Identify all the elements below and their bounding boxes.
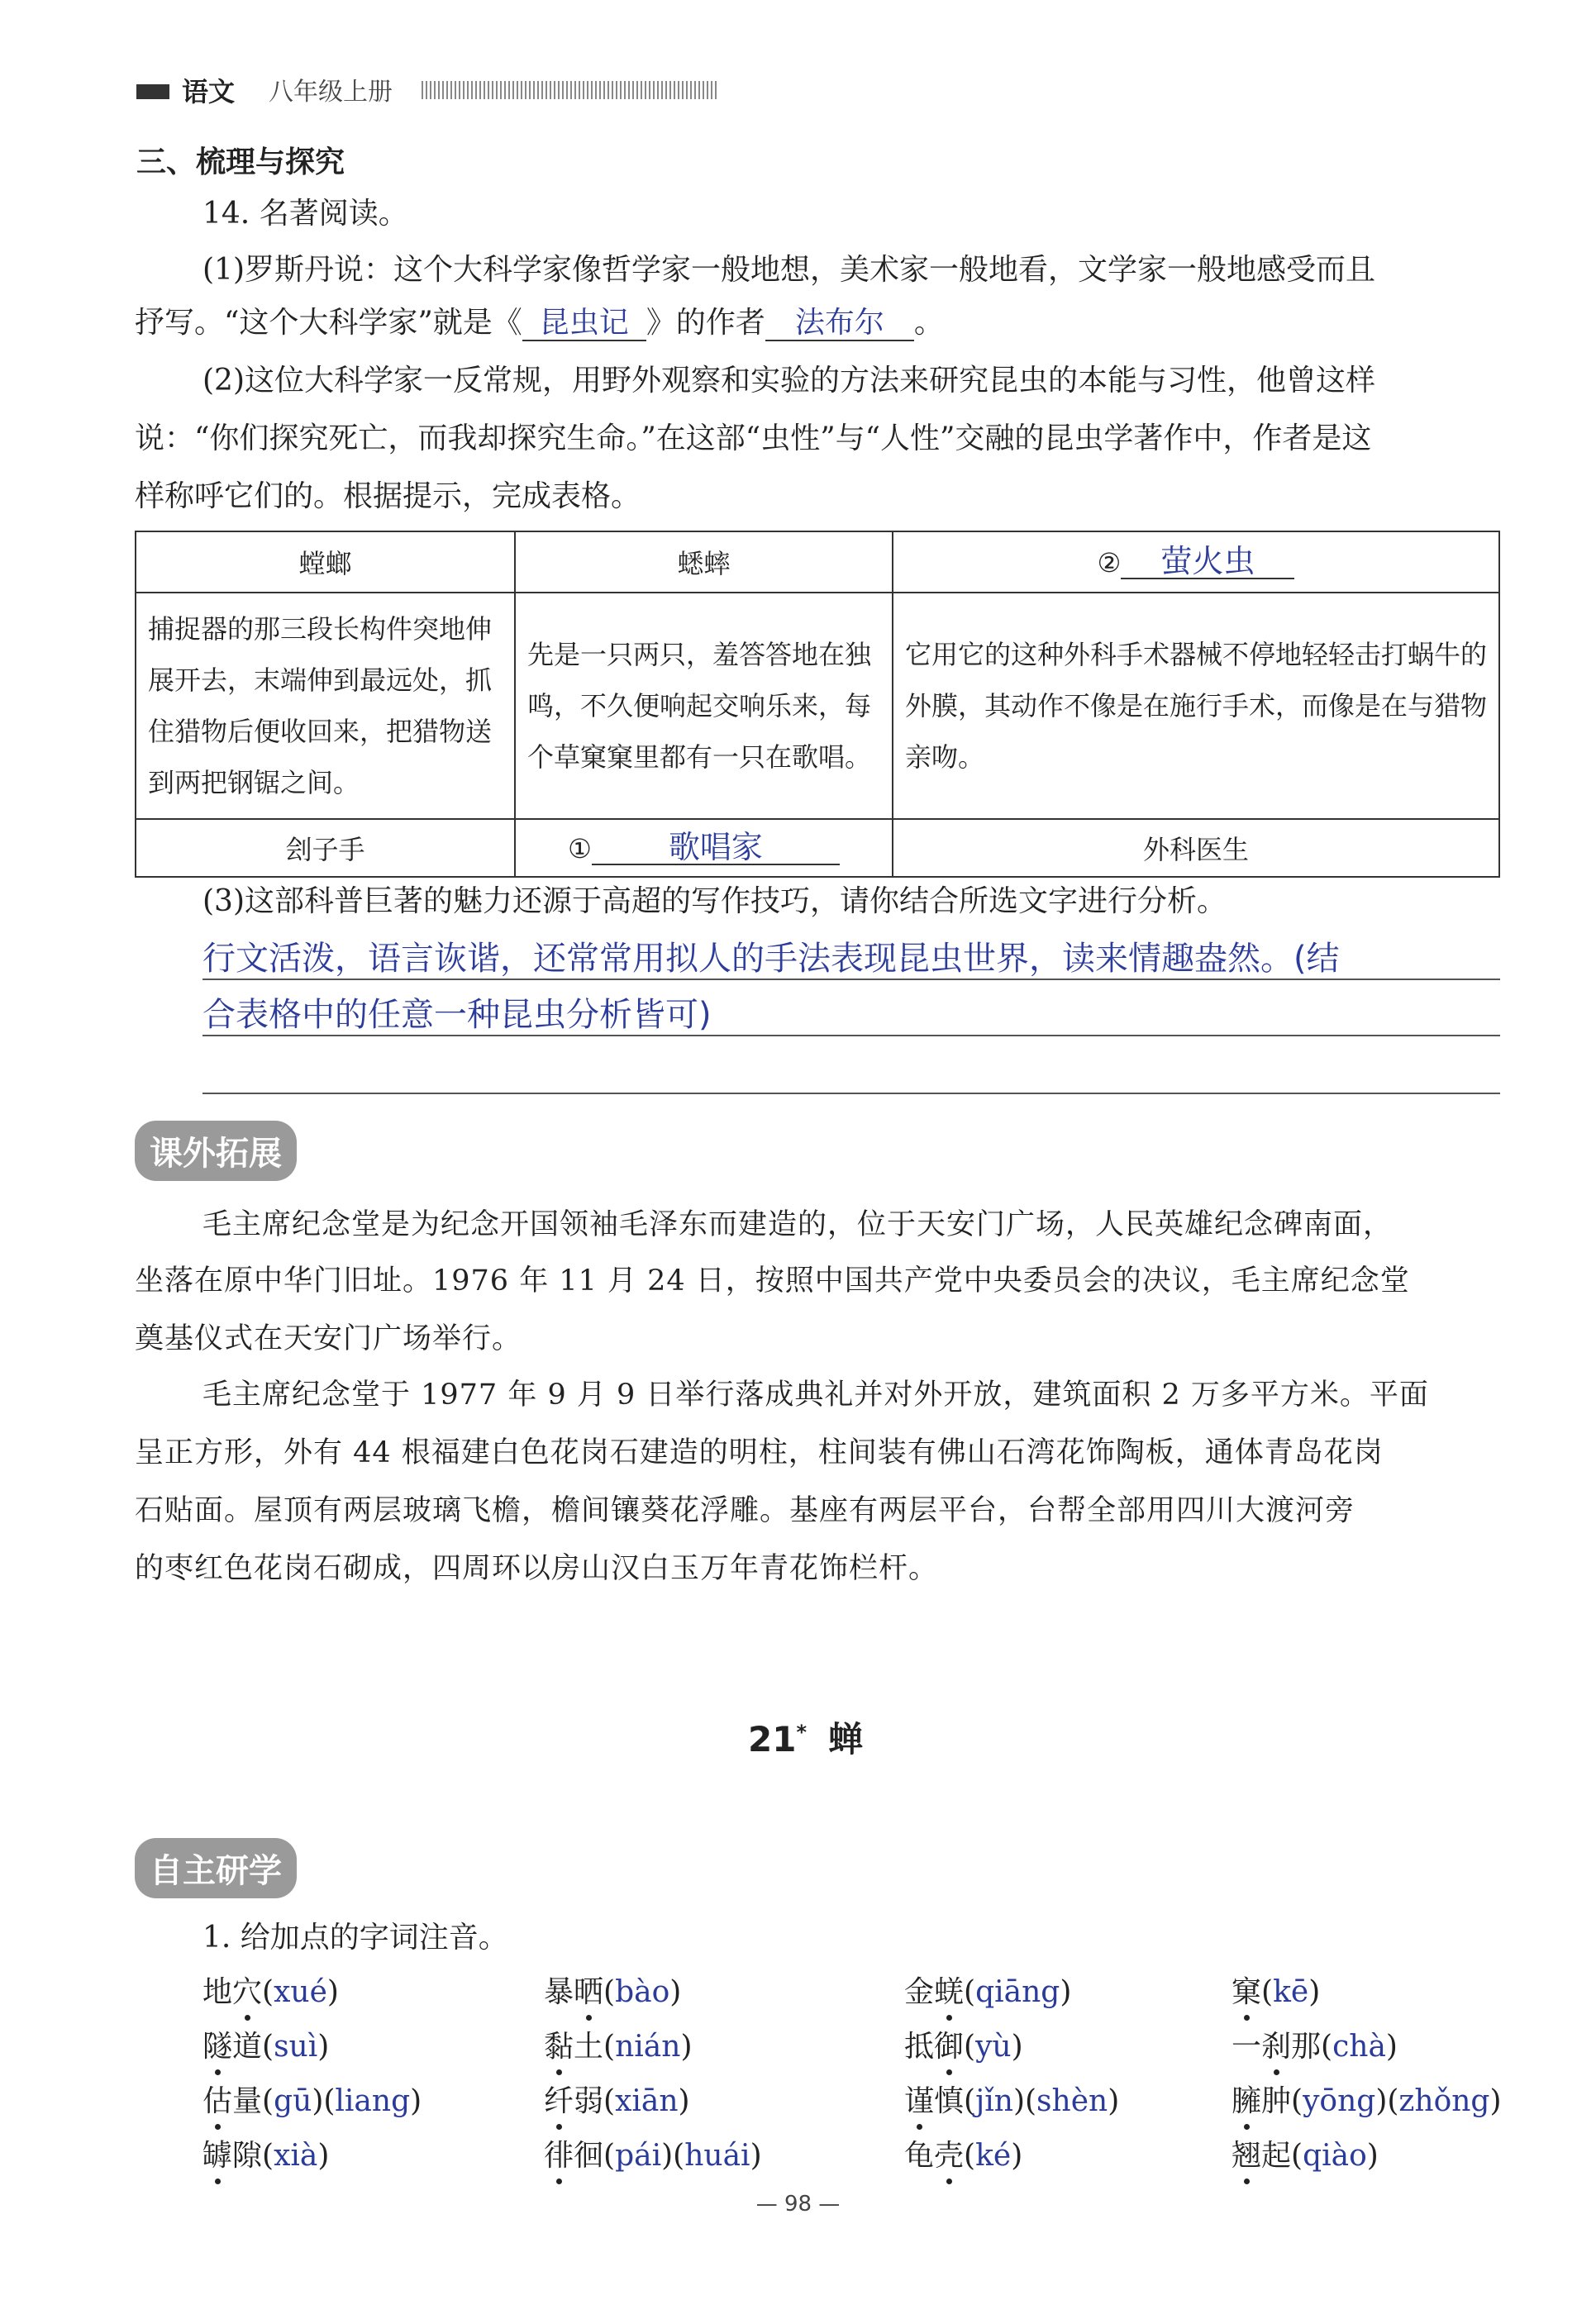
extension-p2-line3: 石贴面。屋顶有两层玻璃飞檐，檐间镶葵花浮雕。基座有两层平台，台帮全部用四川大渡河旁 [135,1494,1355,1527]
pinyin-word-pre: 一 [1232,2030,1262,2064]
paren-open: ( [964,2084,976,2118]
q1-title: 1. 给加点的字词注音。 [202,1921,508,1955]
extension-p2-line4: 的枣红色花岗石砌成，四周环以房山汉白玉万年青花饰栏杆。 [135,1552,939,1585]
table-header-mantis: 螳螂 [136,531,515,593]
pinyin-word-post: 土 [574,2030,604,2064]
table-mark-1: ① [568,833,592,864]
pinyin-word-post: 慎 [934,2084,965,2118]
table-header-answer [893,531,1499,593]
pinyin-answer[interactable]: ké [975,2139,1012,2173]
pinyin-answer[interactable]: nián [615,2030,681,2064]
pinyin-answer-second[interactable]: huái [684,2139,750,2173]
q14-part3-answer-line1[interactable]: 行文活泼，语言诙谐，还常常用拟人的手法表现昆虫世界，读来情趣盎然。(结 [202,940,1340,978]
pinyin-answer[interactable]: bào [615,1975,670,2009]
pinyin-item [1232,2023,1398,2065]
pinyin-item [904,2132,1022,2174]
page-number: — 98 — [755,2192,841,2217]
pinyin-word-dotted: 壳 [934,2132,964,2174]
paren-close: ) [661,2139,674,2173]
section-title: 三、梳理与探究 [136,145,345,179]
paren-open: ( [603,2084,616,2118]
paren-open: ( [1291,2084,1303,2118]
paren-close: ) [1385,2030,1398,2064]
pinyin-word-dotted: 罅 [202,2132,232,2174]
pinyin-word-dotted: 翘 [1232,2132,1261,2174]
extension-p1-line2: 坐落在原中华门旧址。1976 年 11 月 24 日，按照中国共产党中央委员会的决议，毛主席纪念堂 [135,1264,1410,1298]
lesson-title [748,1712,863,1762]
pinyin-word-dotted: 窠 [1232,1969,1261,2011]
paren-close: ) [1012,2084,1025,2118]
pinyin-word-post: 肿 [1261,2084,1292,2118]
paren-close: ) [317,2030,330,2064]
table-desc-firefly: 它用它的这种外科手术器械不停地轻轻击打蜗牛的外膜，其动作不像是在施行手术，而像是在与猎物亲吻。 [893,593,1499,819]
extension-p2-line1: 毛主席纪念堂于 1977 年 9 月 9 日举行落成典礼并对外开放，建筑面积 2 万多平方米。平面 [202,1379,1429,1412]
paren-close: ) [669,1975,682,2009]
pinyin-item [904,2023,1023,2065]
paren-close: ) [1308,1975,1321,2009]
q14-answer-author[interactable]: 法布尔 [765,307,914,341]
table-answer-firefly[interactable]: 萤火虫 [1121,545,1294,579]
q14-part1-text-c: 。 [913,306,944,340]
q14-part3-answer-line2[interactable]: 合表格中的任意一种昆虫分析皆可) [202,996,712,1034]
q14-part1-text-b: 》的作者 [646,306,765,340]
paren-close: ) [1375,2084,1388,2118]
paren-open: ( [673,2139,685,2173]
pinyin-word-dotted: 谨 [904,2078,934,2120]
q14-part2-line2: 说：“你们探究死亡，而我却探究生命。”在这部“虫性”与“人性”交融的昆虫学著作中，作者是这 [135,421,1372,455]
q14-part1-text-a: 抒写。“这个大科学家”就是《 [135,306,522,340]
paren-close: ) [678,2084,690,2118]
pinyin-word-dotted: 徘 [544,2132,574,2174]
q14-part2-line3: 样称呼它们的。根据提示，完成表格。 [135,479,641,513]
table-foot-firefly: 外科医生 [893,819,1499,877]
header-bar [136,84,169,99]
paren-open: ( [262,1975,274,2009]
paren-open: ( [262,2139,274,2173]
pinyin-word-pre: 地 [202,1975,233,2009]
pinyin-word-dotted: 蜣 [934,1969,964,2011]
pinyin-word-post: 起 [1261,2139,1292,2173]
pinyin-word-dotted: 估 [202,2078,232,2120]
pinyin-answer[interactable]: qiào [1303,2139,1367,2173]
extension-tag: 课外拓展 [135,1121,297,1181]
pinyin-answer[interactable]: xià [274,2139,318,2173]
extension-p1-line1: 毛主席纪念堂是为纪念开国领袖毛泽东而建造的，位于天安门广场，人民英雄纪念碑南面， [202,1208,1394,1241]
pinyin-item [544,2023,692,2065]
header-subject: 语文 [182,76,236,107]
answer-ruling-1 [202,979,1500,980]
extension-p1-line3: 奠基仪式在天安门广场举行。 [135,1322,522,1355]
pinyin-item [202,1969,339,2011]
paren-close: ) [317,2139,330,2173]
paren-open: ( [1261,1975,1274,2009]
pinyin-answer[interactable]: yù [975,2030,1012,2064]
lesson-name: 蝉 [828,1719,864,1759]
q14-title: 14. 名著阅读。 [202,197,408,231]
pinyin-item [544,2078,690,2120]
paren-open: ( [1025,2084,1037,2118]
paren-open: ( [964,2030,976,2064]
q14-part2-line1: (2)这位大科学家一反常规，用野外观察和实验的方法来研究昆虫的本能与习性，他曾这样 [202,364,1375,398]
paren-open: ( [1321,2030,1333,2064]
paren-close: ) [680,2030,693,2064]
pinyin-word-dotted: 刹 [1261,2023,1291,2065]
pinyin-word-pre: 龟 [904,2139,935,2173]
paren-open: ( [964,1975,976,2009]
pinyin-word-dotted: 纤 [544,2078,574,2120]
answer-ruling-2 [202,1035,1500,1036]
pinyin-word-dotted: 晒 [574,1969,603,2011]
pinyin-item [544,1969,681,2011]
pinyin-answer[interactable]: xiān [615,2084,679,2118]
paren-open: ( [603,1975,616,2009]
header-grade: 八年级上册 [269,78,393,107]
table-foot-mantis: 刽子手 [136,819,515,877]
pinyin-word-dotted: 黏 [544,2023,574,2065]
paren-open: ( [964,2139,976,2173]
self-study-tag: 自主研学 [135,1838,297,1898]
table-foot-cricket [515,819,893,877]
paren-close: ) [1060,1975,1072,2009]
paren-close: ) [1108,2084,1120,2118]
q14-part1-line1: (1)罗斯丹说：这个大科学家像哲学家一般地想，美术家一般地看，文学家一般地感受而且 [202,253,1375,287]
pinyin-word-post: 徊 [574,2139,604,2173]
paren-close: ) [410,2084,422,2118]
pinyin-answer[interactable]: qiāng [975,1975,1060,2009]
pinyin-item [202,2023,329,2065]
paren-close: ) [750,2139,762,2173]
pinyin-answer[interactable]: xué [274,1975,327,2009]
pinyin-item [544,2132,762,2174]
insect-table [135,531,1500,878]
paren-close: ) [312,2084,324,2118]
paren-open: ( [323,2084,336,2118]
pinyin-answer[interactable]: pái [615,2139,662,2173]
paren-open: ( [262,2084,274,2118]
q14-part1-line2 [135,293,944,354]
pinyin-item [904,2078,1119,2120]
paren-close: ) [1366,2139,1379,2173]
pinyin-word-post: 那 [1291,2030,1322,2064]
paren-close: ) [1011,2139,1023,2173]
pinyin-item [202,2132,329,2174]
q14-part3-question: (3)这部科普巨著的魅力还源于高超的写作技巧，请你结合所选文字进行分析。 [202,884,1227,918]
table-header-cricket: 蟋蟀 [515,531,893,593]
extension-p2-line2: 呈正方形，外有 44 根福建白色花岗石建造的明柱，柱间装有佛山石湾花饰陶板，通体青岛花岗 [135,1436,1384,1469]
paren-open: ( [262,2030,274,2064]
header-rule [422,81,719,99]
paren-close: ) [326,1975,339,2009]
paren-open: ( [1387,2084,1399,2118]
paren-open: ( [1291,2139,1303,2173]
paren-open: ( [603,2139,616,2173]
pinyin-word-post: 隙 [232,2139,263,2173]
pinyin-word-post: 道 [232,2030,263,2064]
pinyin-word-post: 量 [232,2084,263,2118]
pinyin-answer[interactable]: chà [1332,2030,1386,2064]
pinyin-answer[interactable]: suì [274,2030,318,2064]
table-answer-singer[interactable]: 歌唱家 [592,831,840,865]
pinyin-answer[interactable]: gū [274,2084,312,2118]
pinyin-answer[interactable]: yōng [1303,2084,1376,2118]
table-mark-2: ② [1097,547,1122,579]
paren-open: ( [603,2030,616,2064]
q14-answer-book[interactable]: 昆虫记 [522,307,646,341]
pinyin-word-pre: 抵 [904,2030,935,2064]
lesson-number: 21 [748,1719,797,1759]
pinyin-word-dotted: 隧 [202,2023,232,2065]
pinyin-answer-second[interactable]: liang [335,2084,411,2118]
pinyin-item [904,1969,1071,2011]
paren-close: ) [1489,2084,1502,2118]
pinyin-answer[interactable]: jǐn [975,2084,1013,2118]
pinyin-item [1232,2078,1502,2120]
pinyin-answer[interactable]: kē [1273,1975,1309,2009]
pinyin-answer-second[interactable]: zhǒng [1398,2084,1490,2118]
answer-ruling-3 [202,1093,1500,1094]
pinyin-item [1232,2132,1379,2174]
pinyin-answer-second[interactable]: shèn [1036,2084,1108,2118]
pinyin-word-dotted: 臃 [1232,2078,1261,2120]
pinyin-word-post: 弱 [574,2084,604,2118]
pinyin-item [202,2078,422,2120]
table-desc-cricket: 先是一只两只，羞答答地在独鸣，不久便响起交响乐来，每个草窠窠里都有一只在歌唱。 [515,593,893,819]
lesson-star: * [796,1721,808,1744]
pinyin-word-pre: 金 [904,1975,935,2009]
paren-close: ) [1011,2030,1023,2064]
pinyin-word-dotted: 穴 [232,1969,262,2011]
pinyin-word-dotted: 御 [934,2023,964,2065]
pinyin-word-pre: 暴 [544,1975,574,2009]
pinyin-item [1232,1969,1320,2011]
table-desc-mantis: 捕捉器的那三段长构件突地伸展开去，末端伸到最远处，抓住猎物后便收回来，把猎物送到两把钢锯之间。 [136,593,515,819]
